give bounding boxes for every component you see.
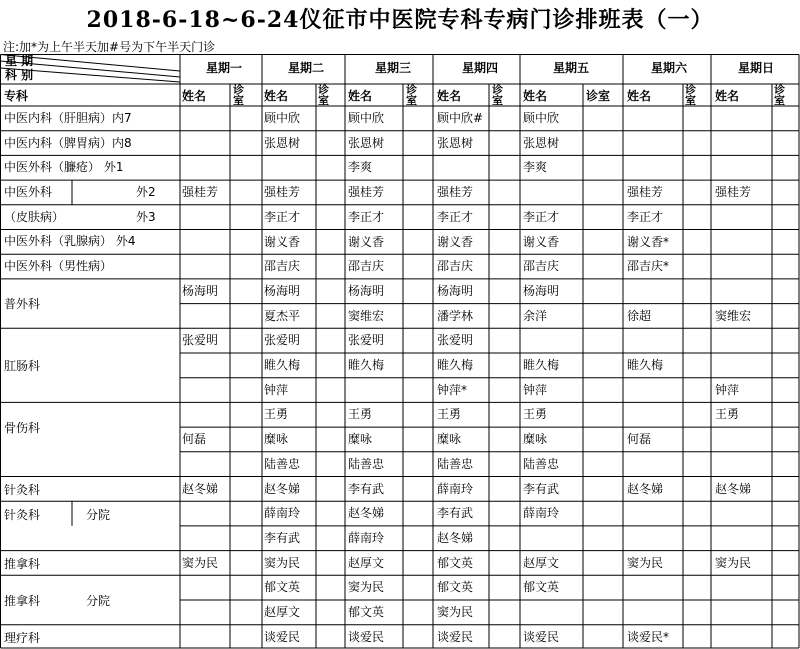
room-header-wed: 诊室 [406,83,417,107]
doctor-name-cell-fri: 陆善忠 [523,456,560,471]
dept-label: 中医外科（臁疮） 外1 [4,160,124,174]
doctor-name-cell-thu: 李正才 [437,209,474,224]
doctor-name-cell-wed: 糜咏 [348,432,373,447]
doctor-name-cell-fri: 糜咏 [523,432,548,447]
doctor-name-cell-tue: 李正才 [264,209,301,224]
name-header-mon: 姓名 [182,89,207,103]
doctor-name-cell-tue: 陆善忠 [264,456,301,471]
doctor-name-cell-fri: 张恩树 [523,135,560,150]
doctor-name-cell-sun: 王勇 [715,407,740,422]
doctor-name-cell-wed: 张爱明 [348,333,385,348]
doctor-name-cell-tue: 王勇 [264,407,289,422]
dept-room-label: 外3 [136,210,156,224]
doctor-name-cell-wed: 赵冬娣 [348,506,385,521]
doctor-name-cell-thu: 张爱明 [437,333,474,348]
doctor-name-cell-wed: 谈爱民 [348,629,385,644]
doctor-name-cell-tue: 张爱明 [264,333,301,348]
doctor-name-cell-mon: 赵冬娣 [182,481,219,496]
doctor-name-cell-wed: 赵厚文 [348,555,385,570]
doctor-name-cell-fri: 邵吉庆 [523,259,560,274]
room-header-tue: 诊室 [318,83,329,107]
name-header-thu: 姓名 [437,89,462,103]
name-header-sun: 姓名 [715,89,740,103]
corner-dept-label: 科 别 [5,68,34,82]
doctor-name-cell-wed: 谢义香 [348,234,385,249]
doctor-name-cell-fri: 睢久梅 [523,358,560,372]
dept-label: 中医内科（脾胃病）内8 [4,136,132,150]
doctor-name-cell-wed: 顾中欣 [348,111,385,125]
doctor-name-cell-tue: 薛南玲 [264,506,301,521]
doctor-name-cell-fri: 谢义香 [523,234,560,249]
doctor-name-cell-thu: 杨海明 [437,283,474,298]
doctor-name-cell-fri: 王勇 [523,407,548,422]
doctor-name-cell-mon: 强桂芳 [182,185,219,200]
doctor-name-cell-fri: 郁文英 [523,580,560,595]
doctor-name-cell-thu: 强桂芳 [437,185,474,200]
doctor-name-cell-fri: 薛南玲 [523,506,560,521]
dept-label: 推拿科 [4,557,41,571]
doctor-name-cell-thu: 薛南玲 [437,481,474,496]
corner-week-label: 星 期 [5,54,34,68]
specialty-header: 专科 [4,89,29,103]
doctor-name-cell-thu: 李有武 [437,506,474,521]
doctor-name-cell-thu: 郁文英 [437,555,474,570]
name-header-wed: 姓名 [348,89,373,103]
doctor-name-cell-fri: 谈爱民 [523,629,560,644]
doctor-name-cell-wed: 郁文英 [348,605,385,619]
doctor-name-cell-wed: 李有武 [348,481,385,496]
doctor-name-cell-tue: 谈爱民 [264,629,301,644]
doctor-name-cell-sun: 窦为民 [715,555,752,570]
room-header-sun: 诊室 [774,83,785,107]
doctor-name-cell-wed: 窦维宏 [348,308,385,323]
doctor-name-cell-tue: 夏杰平 [264,308,301,323]
doctor-name-cell-mon: 张爱明 [182,333,219,348]
doctor-name-cell-sat: 强桂芳 [627,185,664,200]
doctor-name-cell-fri: 杨海明 [523,283,560,298]
room-header-mon: 诊室 [233,83,244,107]
dept-branch-label: 分院 [86,508,111,522]
day-header-sun: 星期日 [738,61,775,75]
doctor-name-cell-tue: 赵厚文 [264,605,301,619]
doctor-name-cell-mon: 何磊 [182,432,207,447]
dept-branch-label: 分院 [86,594,111,608]
doctor-name-cell-wed: 睢久梅 [348,358,385,372]
doctor-name-cell-tue: 窦为民 [264,555,301,570]
doctor-name-cell-tue: 强桂芳 [264,185,301,200]
doctor-name-cell-tue: 糜咏 [264,432,289,447]
doctor-name-cell-sun: 钟萍 [715,382,740,397]
doctor-name-cell-tue: 钟萍 [264,382,289,397]
doctor-name-cell-tue: 郁文英 [264,580,301,595]
doctor-name-cell-sat: 谢义香* [627,234,670,249]
name-header-sat: 姓名 [627,89,652,103]
doctor-name-cell-fri: 钟萍 [523,382,548,397]
doctor-name-cell-fri: 余洋 [523,308,548,323]
doctor-name-cell-tue: 赵冬娣 [264,481,301,496]
doctor-name-cell-sun: 窦维宏 [715,308,752,323]
doctor-name-cell-wed: 张恩树 [348,135,385,150]
doctor-name-cell-wed: 李爽 [348,160,373,175]
doctor-name-cell-sat: 何磊 [627,432,652,447]
page-title: 2018-6-18~6-24仪征市中医院专科专病门诊排班表（一） [86,7,714,33]
day-header-sat: 星期六 [651,61,688,75]
doctor-name-cell-fri: 顾中欣 [523,111,560,125]
doctor-name-cell-thu: 谈爱民 [437,629,474,644]
doctor-name-cell-sat: 李正才 [627,209,664,224]
dept-label: 肛肠科 [4,359,41,373]
dept-label: 推拿科 [4,594,41,608]
schedule-note: 注:加*为上午半天加#号为下午半天门诊 [3,40,216,54]
doctor-name-cell-thu: 陆善忠 [437,456,474,471]
dept-label: （皮肤病） [4,210,65,224]
doctor-name-cell-fri: 李爽 [523,160,548,175]
dept-label: 中医外科（男性病） [4,259,113,273]
doctor-name-cell-thu: 谢义香 [437,234,474,249]
schedule-table [0,54,800,649]
doctor-name-cell-sat: 邵吉庆* [627,259,670,274]
dept-room-label: 外2 [136,185,156,199]
doctor-name-cell-tue: 谢义香 [264,234,301,249]
doctor-name-cell-thu: 王勇 [437,407,462,422]
dept-label: 针灸科 [4,483,41,497]
room-header-thu: 诊室 [492,83,503,107]
doctor-name-cell-wed: 窦为民 [348,580,385,595]
doctor-name-cell-wed: 李正才 [348,209,385,224]
dept-label: 普外科 [4,297,41,311]
day-header-fri: 星期五 [553,61,590,75]
name-header-tue: 姓名 [264,89,289,103]
dept-label: 中医外科 [4,185,53,199]
dept-label: 骨伤科 [4,421,41,435]
doctor-name-cell-mon: 窦为民 [182,555,219,570]
doctor-name-cell-thu: 赵冬娣 [437,530,474,545]
doctor-name-cell-sat: 谈爱民* [627,629,670,644]
doctor-name-cell-tue: 李有武 [264,530,301,545]
room-header-sat: 诊室 [685,83,696,107]
doctor-name-cell-tue: 睢久梅 [264,358,301,372]
doctor-name-cell-sat: 睢久梅 [627,358,664,372]
doctor-name-cell-tue: 顾中欣 [264,111,301,125]
doctor-name-cell-tue: 邵吉庆 [264,259,301,274]
doctor-name-cell-thu: 顾中欣# [437,111,484,125]
doctor-name-cell-thu: 糜咏 [437,432,462,447]
name-header-fri: 姓名 [523,89,548,103]
doctor-name-cell-sat: 窦为民 [627,555,664,570]
doctor-name-cell-wed: 邵吉庆 [348,259,385,274]
day-header-thu: 星期四 [462,61,499,75]
doctor-name-cell-tue: 张恩树 [264,135,301,150]
doctor-name-cell-thu: 潘学林 [437,308,474,323]
doctor-name-cell-thu: 张恩树 [437,135,474,150]
doctor-name-cell-thu: 邵吉庆 [437,259,474,274]
doctor-name-cell-tue: 杨海明 [264,283,301,298]
dept-label: 中医外科（乳腺病） 外4 [4,234,136,248]
doctor-name-cell-thu: 郁文英 [437,580,474,595]
day-header-tue: 星期二 [288,61,325,75]
doctor-name-cell-sat: 徐超 [627,308,652,323]
doctor-name-cell-fri: 赵厚文 [523,555,560,570]
doctor-name-cell-wed: 王勇 [348,407,373,422]
doctor-name-cell-thu: 窦为民 [437,605,474,619]
doctor-name-cell-sun: 赵冬娣 [715,481,752,496]
doctor-name-cell-wed: 杨海明 [348,283,385,298]
day-header-wed: 星期三 [375,61,412,75]
doctor-name-cell-mon: 杨海明 [182,283,219,298]
doctor-name-cell-sun: 强桂芳 [715,185,752,200]
doctor-name-cell-sat: 赵冬娣 [627,481,664,496]
doctor-name-cell-fri: 李正才 [523,209,560,224]
doctor-name-cell-thu: 钟萍* [437,382,468,397]
dept-label: 针灸科 [4,508,41,522]
doctor-name-cell-fri: 李有武 [523,481,560,496]
day-header-mon: 星期一 [206,61,243,75]
doctor-name-cell-thu: 睢久梅 [437,358,474,372]
doctor-name-cell-wed: 陆善忠 [348,456,385,471]
room-header-fri: 诊室 [586,89,611,103]
doctor-name-cell-wed: 薛南玲 [348,530,385,545]
dept-label: 理疗科 [4,631,41,645]
doctor-name-cell-wed: 强桂芳 [348,185,385,200]
dept-label: 中医内科（肝胆病）内7 [4,111,132,125]
